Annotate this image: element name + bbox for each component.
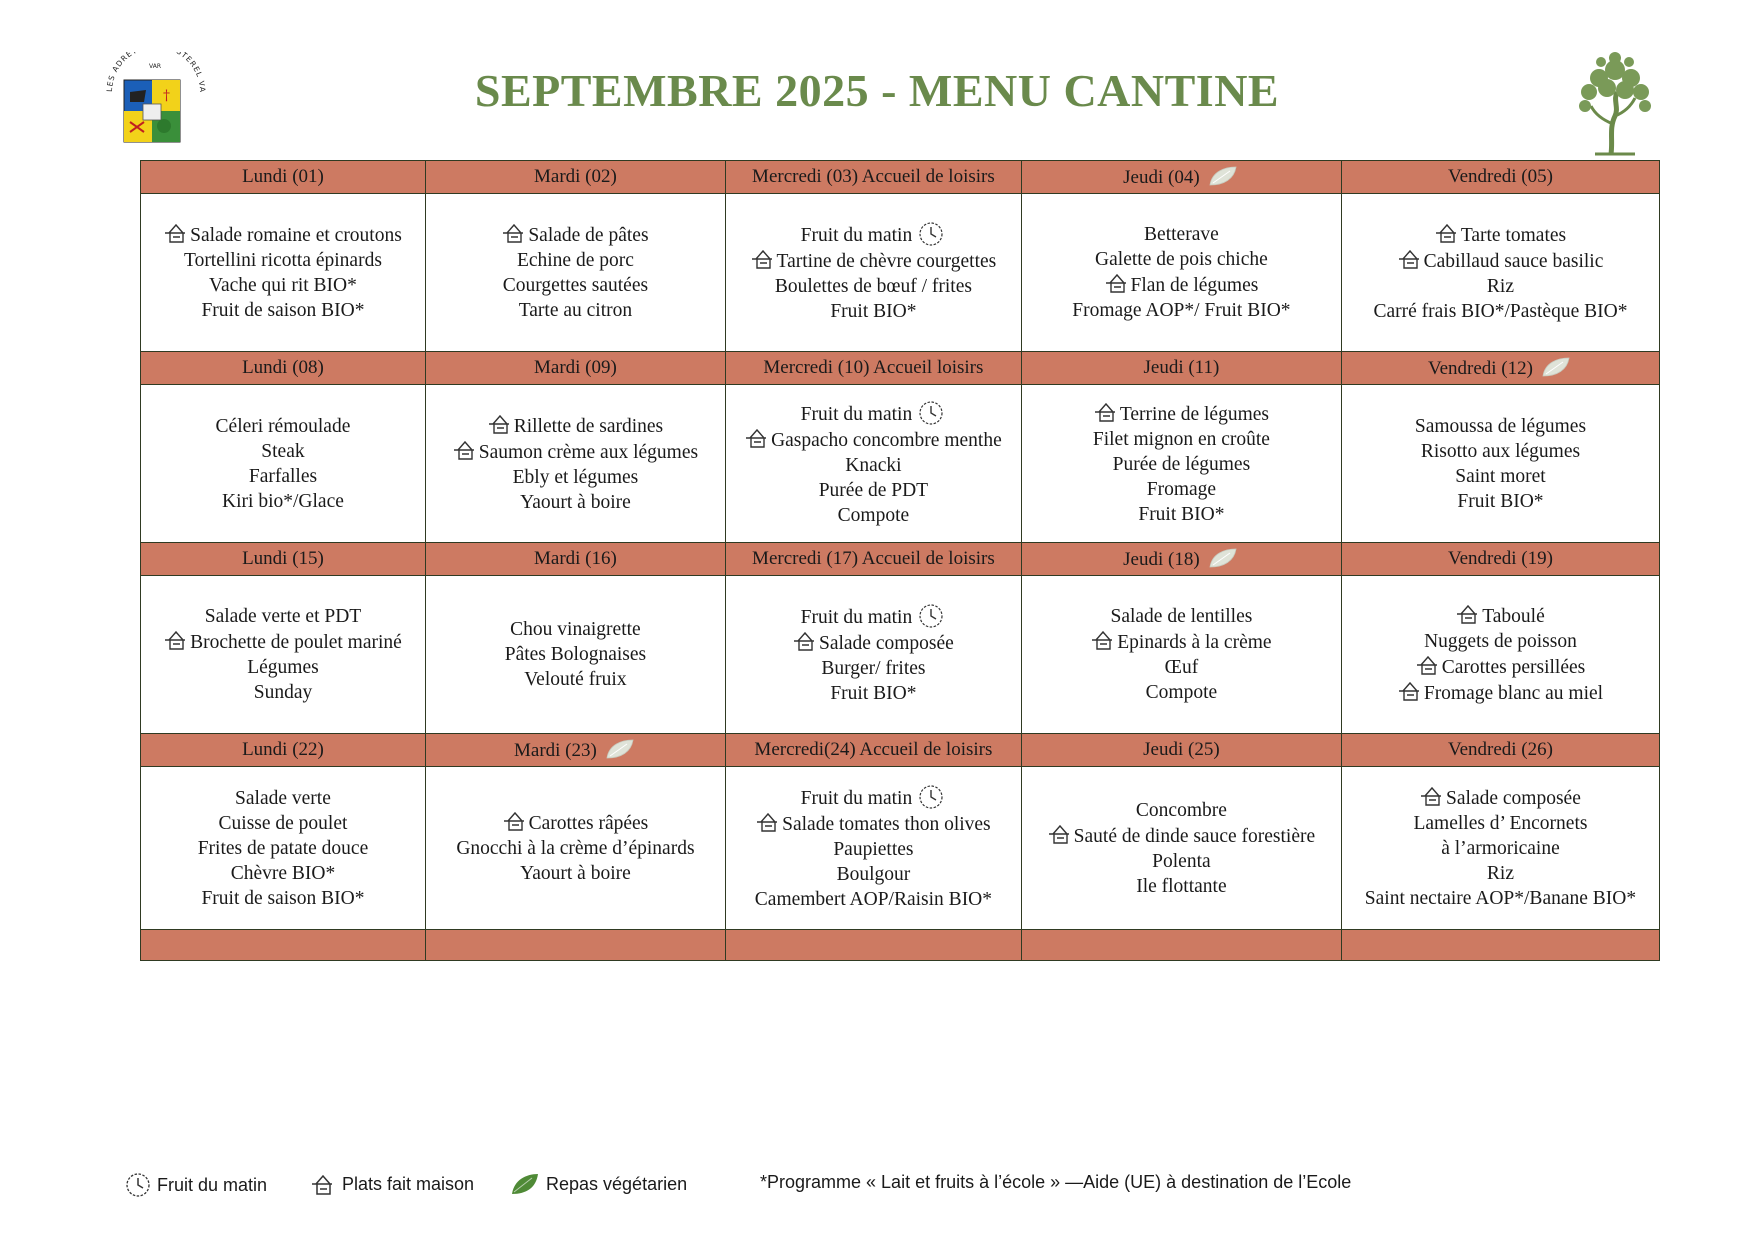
menu-item-text: Yaourt à boire: [520, 863, 631, 884]
day-label: Mercredi (17) Accueil de loisirs: [752, 548, 995, 569]
day-label: Vendredi (26): [1447, 739, 1553, 760]
menu-item-text: Steak: [261, 440, 305, 462]
menu-item-text: Taboulé: [1482, 606, 1545, 627]
menu-item-text: Farfalles: [248, 465, 318, 487]
menu-item-text: Filet mignon en croûte: [1092, 428, 1270, 450]
menu-item-text: Compote: [1145, 682, 1218, 703]
clock-icon: [918, 221, 944, 247]
day-label: Mercredi (10) Accueil loisirs: [763, 357, 984, 378]
menu-item-text: Terrine de légumes: [1119, 403, 1269, 425]
menu-item: [726, 811, 1021, 837]
house-icon: [1105, 272, 1129, 294]
menu-item-text: Fruit BIO*: [830, 301, 917, 322]
day-label: Mardi (16): [534, 548, 617, 569]
day-menu: [425, 385, 725, 543]
menu-item: [426, 298, 725, 323]
menu-item-text: à l’armoricaine: [1441, 838, 1560, 859]
menu-item-text: Chou vinaigrette: [510, 619, 641, 640]
leaf-icon: [1541, 356, 1571, 378]
menu-item-text: Lamelles d’ Encornets: [1413, 813, 1588, 834]
menu-item-text: Carré frais BIO*/Pastèque BIO*: [1373, 300, 1628, 322]
menu-item: [1022, 849, 1341, 874]
house-icon: [1091, 629, 1115, 651]
menu-item: [1022, 298, 1341, 323]
house-icon: [1420, 785, 1444, 807]
menu-item-text: Salade composée: [818, 633, 954, 654]
menu-item: [1022, 477, 1341, 502]
day-label: Mardi (23): [514, 740, 597, 761]
day-header: [1021, 543, 1341, 576]
menu-item: [141, 886, 425, 911]
house-icon: [488, 413, 512, 435]
menu-item-text: Betterave: [1144, 224, 1219, 245]
menu-item-text: Fruit BIO*: [830, 683, 917, 704]
house-icon: [503, 810, 527, 832]
day-header: [1341, 543, 1659, 576]
menu-item-text: Salade tomates thon olives: [782, 814, 991, 835]
day-header: [725, 543, 1021, 576]
menu-item: [426, 490, 725, 515]
menu-item: [1342, 861, 1659, 886]
day-menu: [725, 194, 1021, 352]
house-icon: [1456, 603, 1480, 625]
menu-item: [1342, 680, 1659, 706]
menu-item: [1342, 886, 1659, 911]
menu-item: [1342, 654, 1659, 680]
day-header: [1341, 161, 1659, 194]
menu-item-text: Gnocchi à la crème d’épinards: [456, 838, 695, 859]
menu-item: [426, 836, 725, 861]
menu-item: [426, 413, 725, 439]
footer-band-cell: [1341, 930, 1659, 961]
menu-item: [426, 222, 725, 248]
day-label: Jeudi (11): [1143, 357, 1220, 378]
menu-item: [141, 222, 425, 248]
menu-item-text: Carottes râpées: [528, 813, 649, 834]
menu-item: [1342, 222, 1659, 248]
menu-item: [1342, 629, 1659, 654]
menu-item-text: Légumes: [247, 657, 319, 678]
day-menu: [425, 767, 725, 930]
menu-item: [1342, 464, 1659, 489]
menu-item-text: Courgettes sautées: [502, 275, 649, 296]
day-menu: [1021, 576, 1341, 734]
house-icon: [1398, 248, 1422, 270]
day-header: [141, 734, 426, 767]
menu-item-text: Boulettes de bœuf / frites: [774, 276, 972, 297]
menu-item-text: Echine de porc: [516, 250, 634, 271]
day-header: [425, 734, 725, 767]
menu-item: [1342, 414, 1659, 439]
menu-item-text: Riz: [1486, 275, 1515, 297]
menu-item: [726, 427, 1021, 453]
clock-icon: [125, 1172, 151, 1198]
menu-item: [141, 464, 425, 489]
menu-item: [141, 604, 425, 629]
menu-item-text: Chèvre BIO*: [230, 862, 336, 884]
menu-item-text: Fromage blanc au miel: [1423, 683, 1604, 704]
menu-item: [426, 642, 725, 667]
day-menu: [425, 194, 725, 352]
day-header: [141, 352, 426, 385]
day-header: [1021, 161, 1341, 194]
svg-text:LES ADRETS DE L'ESTEREL VAR: LES ADRE STEREL VA: [104, 52, 208, 94]
menu-item: [1022, 874, 1341, 899]
menu-item-text: Boulgour: [836, 864, 911, 885]
house-icon: [1416, 654, 1440, 676]
menu-item: [426, 439, 725, 465]
day-header: [425, 161, 725, 194]
legend-note: [760, 1172, 1351, 1193]
footer-band-cell: [725, 930, 1021, 961]
menu-item: [726, 221, 1021, 248]
menu-item: [1022, 401, 1341, 427]
legend-note-text: *Programme « Lait et fruits à l’école » —Aide (UE) à destination de l’Ecole: [760, 1172, 1352, 1192]
day-label: Jeudi (18): [1123, 549, 1200, 570]
week-menu-row: [141, 385, 1660, 543]
day-menu: [1021, 194, 1341, 352]
day-header: [1341, 352, 1659, 385]
svg-text:†: †: [163, 88, 170, 104]
menu-item-text: Rillette de sardines: [513, 415, 664, 437]
menu-item-text: Fruit de saison BIO*: [201, 887, 365, 909]
menu-item-text: Frites de patate douce: [197, 837, 369, 859]
menu-item-text: Flan de légumes: [1130, 275, 1259, 296]
day-label: Vendredi (12): [1427, 358, 1533, 379]
menu-item-text: Saint nectaire AOP*/Banane BIO*: [1364, 888, 1637, 909]
day-menu: [725, 385, 1021, 543]
menu-item: [726, 400, 1021, 427]
menu-item: [1022, 427, 1341, 452]
menu-item: [426, 248, 725, 273]
menu-item: [426, 617, 725, 642]
menu-item-text: Fruit du matin: [800, 403, 913, 425]
day-header: [725, 161, 1021, 194]
menu-item: [141, 629, 425, 655]
menu-item-text: Yaourt à boire: [520, 491, 631, 513]
menu-item: [1022, 502, 1341, 527]
menu-item: [1022, 798, 1341, 823]
house-icon: [164, 629, 188, 651]
menu-item-text: Galette de pois chiche: [1095, 249, 1268, 270]
menu-item-text: Purée de légumes: [1112, 453, 1251, 475]
menu-item: [1022, 452, 1341, 477]
menu-item: [141, 836, 425, 861]
menu-item: [426, 273, 725, 298]
menu-item-text: Fruit du matin: [800, 788, 913, 809]
day-label: Jeudi (25): [1143, 739, 1220, 760]
menu-item: [1022, 680, 1341, 705]
menu-item-text: Samoussa de légumes: [1414, 415, 1587, 437]
menu-item-text: Fromage AOP*/ Fruit BIO*: [1072, 300, 1291, 321]
menu-item-text: Salade verte et PDT: [204, 606, 362, 627]
menu-item: [726, 274, 1021, 299]
menu-item: [141, 655, 425, 680]
day-label: Jeudi (04): [1123, 167, 1200, 188]
menu-item: [1022, 823, 1341, 849]
menu-item-text: Burger/ frites: [821, 658, 926, 679]
week-header-row: [141, 161, 1660, 194]
menu-item-text: Tortellini ricotta épinards: [184, 250, 382, 271]
menu-item-text: Paupiettes: [833, 839, 914, 860]
day-label: Mercredi(24) Accueil de loisirs: [754, 739, 993, 760]
menu-item-text: Ile flottante: [1136, 875, 1227, 897]
day-menu: [725, 767, 1021, 930]
menu-item-text: Kiri bio*/Glace: [222, 490, 344, 512]
footer-band-cell: [425, 930, 725, 961]
menu-item-text: Fruit de saison BIO*: [201, 300, 365, 321]
menu-item-text: Saint moret: [1455, 465, 1546, 487]
menu-item-text: Concombre: [1135, 799, 1227, 821]
day-header: [1341, 734, 1659, 767]
menu-item-text: Salade verte: [235, 787, 331, 809]
house-icon: [1435, 222, 1459, 244]
menu-item: [141, 786, 425, 811]
menu-item-text: Ebly et légumes: [512, 466, 639, 488]
menu-item: [1342, 836, 1659, 861]
leaf-icon: [1208, 165, 1238, 187]
menu-item: [726, 656, 1021, 681]
menu-item-text: Tartine de chèvre courgettes: [776, 251, 997, 272]
svg-text:VAR: VAR: [149, 63, 161, 70]
clock-icon: [918, 784, 944, 810]
menu-item-text: Gaspacho concombre menthe: [771, 429, 1002, 451]
day-menu: [425, 576, 725, 734]
menu-item-text: Vache qui rit BIO*: [209, 275, 357, 296]
menu-item: [141, 248, 425, 273]
day-header: [1021, 352, 1341, 385]
menu-item-text: Fromage: [1146, 478, 1217, 500]
menu-item: [726, 478, 1021, 503]
day-menu: [141, 576, 426, 734]
leaf-icon: [605, 738, 635, 760]
house-icon: [1094, 401, 1118, 423]
house-icon: [793, 630, 817, 652]
leaf-icon: [1208, 547, 1238, 569]
menu-item-text: Nuggets de poisson: [1424, 631, 1577, 652]
menu-item: [1342, 248, 1659, 274]
house-icon: [1048, 823, 1072, 845]
week-menu-row: [141, 767, 1660, 930]
day-label: Lundi (22): [242, 739, 324, 760]
menu-item: [1022, 629, 1341, 655]
menu-item-text: Cuisse de poulet: [218, 812, 348, 834]
house-icon: [1398, 680, 1422, 702]
menu-item-text: Fruit BIO*: [1138, 503, 1225, 525]
day-label: Vendredi (05): [1447, 166, 1553, 187]
day-header: [141, 161, 426, 194]
footer-band-cell: [141, 930, 426, 961]
menu-item: [1342, 299, 1659, 324]
footer-band-cell: [1021, 930, 1341, 961]
day-label: Mercredi (03) Accueil de loisirs: [752, 166, 995, 187]
menu-item-text: Salade de lentilles: [1110, 606, 1253, 627]
week-menu-row: [141, 194, 1660, 352]
menu-item: [141, 861, 425, 886]
menu-item: [1022, 247, 1341, 272]
menu-item: [141, 414, 425, 439]
leaf-icon: [510, 1172, 540, 1196]
menu-item-text: Tarte au citron: [518, 300, 633, 321]
menu-item-text: Polenta: [1152, 850, 1211, 872]
menu-item-text: Salade romaine et croutons: [190, 225, 402, 246]
week-header-row: [141, 543, 1660, 576]
menu-item: [141, 811, 425, 836]
menu-item: [141, 298, 425, 323]
day-menu: [1021, 767, 1341, 930]
day-menu: [1021, 385, 1341, 543]
olive-tree-logo: [1565, 50, 1665, 156]
menu-item: [141, 439, 425, 464]
menu-item: [141, 489, 425, 514]
legend-plats-fait-maison: [310, 1172, 474, 1196]
day-header: [141, 543, 426, 576]
menu-item-text: Risotto aux légumes: [1420, 440, 1581, 462]
day-menu: [1341, 385, 1659, 543]
house-icon: [745, 427, 769, 449]
day-label: Lundi (01): [242, 166, 324, 187]
week-header-row: [141, 352, 1660, 385]
menu-item-text: Compote: [837, 504, 910, 526]
day-header: [1021, 734, 1341, 767]
menu-item-text: Saumon crème aux légumes: [478, 441, 699, 463]
menu-item-text: Brochette de poulet mariné: [190, 632, 402, 653]
week-menu-row: [141, 576, 1660, 734]
day-menu: [141, 385, 426, 543]
menu-item: [1022, 272, 1341, 298]
page-title: SEPTEMBRE 2025 - MENU CANTINE: [474, 65, 1280, 116]
menu-item-text: Céleri rémoulade: [215, 415, 351, 437]
menu-item: [426, 861, 725, 886]
day-label: Mardi (02): [534, 166, 617, 187]
menu-item-text: Pâtes Bolognaises: [504, 644, 647, 665]
menu-item-text: Velouté fruix: [524, 669, 627, 690]
menu-item-text: Cabillaud sauce basilic: [1423, 250, 1604, 272]
menu-item: [1342, 811, 1659, 836]
day-menu: [1341, 194, 1659, 352]
legend-repas-vegetarien: [510, 1172, 687, 1196]
day-menu: [1341, 767, 1659, 930]
menu-item-text: Tarte tomates: [1460, 224, 1567, 246]
menu-item-text: Camembert AOP/Raisin BIO*: [754, 889, 993, 910]
menu-item-text: Fruit du matin: [800, 607, 913, 628]
day-label: Lundi (08): [242, 357, 324, 378]
menu-item: [726, 453, 1021, 478]
menu-item-text: Œuf: [1164, 657, 1199, 678]
day-menu: [1341, 576, 1659, 734]
menu-item: [1342, 439, 1659, 464]
menu-item-text: Purée de PDT: [818, 479, 929, 501]
menu-item-text: Sauté de dinde sauce forestière: [1073, 825, 1316, 847]
menu-item-text: Knacki: [845, 454, 902, 476]
legend-fruit-du-matin: [125, 1172, 267, 1198]
house-icon: [310, 1172, 336, 1196]
menu-item: [726, 299, 1021, 324]
menu-item: [1342, 489, 1659, 514]
menu-item: [726, 681, 1021, 706]
footer-band-row: [141, 930, 1660, 961]
menu-item-text: Sunday: [253, 682, 313, 703]
day-menu: [141, 194, 426, 352]
menu-item: [726, 837, 1021, 862]
menu-item: [1342, 785, 1659, 811]
menu-item: [1022, 222, 1341, 247]
menu-item-text: Fruit du matin: [800, 225, 913, 246]
menu-item: [1342, 603, 1659, 629]
menu-item-text: Fruit BIO*: [1457, 490, 1544, 512]
menu-item: [726, 784, 1021, 811]
menu-item: [726, 862, 1021, 887]
day-menu: [725, 576, 1021, 734]
clock-icon: [918, 603, 944, 629]
menu-item: [726, 503, 1021, 528]
day-header: [725, 734, 1021, 767]
menu-grid: [140, 160, 1660, 961]
house-icon: [756, 811, 780, 833]
menu-item: [1342, 274, 1659, 299]
legend-house-label: Plats fait maison: [342, 1173, 475, 1194]
day-menu: [141, 767, 426, 930]
house-icon: [164, 222, 188, 244]
house-icon: [502, 222, 526, 244]
day-label: Mardi (09): [534, 357, 617, 378]
week-header-row: [141, 734, 1660, 767]
day-header: [425, 352, 725, 385]
menu-item: [726, 248, 1021, 274]
menu-item: [141, 680, 425, 705]
house-icon: [453, 439, 477, 461]
menu-item: [141, 273, 425, 298]
menu-item-text: Epinards à la crème: [1117, 632, 1272, 653]
menu-item-text: Salade de pâtes: [528, 225, 649, 246]
menu-item: [426, 667, 725, 692]
menu-item: [426, 465, 725, 490]
clock-icon: [918, 400, 944, 426]
day-header: [725, 352, 1021, 385]
legend-leaf-label: Repas végétarien: [546, 1173, 688, 1194]
menu-item-text: Salade composée: [1446, 788, 1581, 809]
legend-clock-label: Fruit du matin: [157, 1174, 268, 1195]
day-label: Vendredi (19): [1447, 548, 1553, 569]
day-header: [425, 543, 725, 576]
menu-item: [726, 887, 1021, 912]
menu-item: [726, 630, 1021, 656]
menu-item-text: Riz: [1486, 863, 1515, 884]
menu-item: [426, 810, 725, 836]
house-icon: [751, 248, 775, 270]
menu-item: [1022, 655, 1341, 680]
menu-item-text: Carottes persillées: [1441, 657, 1586, 678]
menu-item: [726, 603, 1021, 630]
day-label: Lundi (15): [242, 548, 324, 569]
menu-item: [1022, 604, 1341, 629]
